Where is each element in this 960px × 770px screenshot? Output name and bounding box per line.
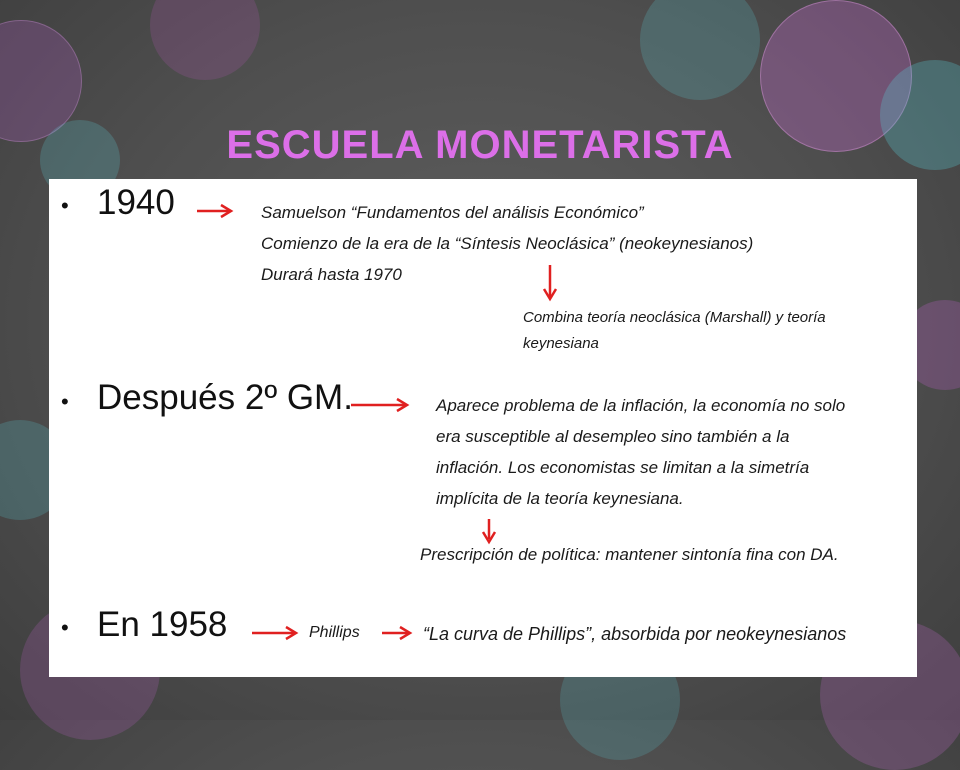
- right-arrow-icon: [250, 625, 302, 641]
- item-line: Durará hasta 1970: [261, 265, 402, 284]
- bullet: •: [61, 615, 69, 640]
- phillips-label: Phillips: [309, 624, 360, 641]
- content-panel: [49, 179, 917, 677]
- item-sub-line: Prescripción de política: mantener sintonía fina con DA.: [420, 545, 839, 564]
- bullet: •: [61, 193, 69, 218]
- item-line: era susceptible al desempleo sino también a la: [436, 427, 790, 446]
- right-arrow-icon: [380, 625, 416, 641]
- slide-title: ESCUELA MONETARISTA: [226, 122, 734, 167]
- item-line: implícita de la teoría keynesiana.: [436, 489, 684, 508]
- phillips-result: “La curva de Phillips”, absorbida por neokeynesianos: [423, 624, 847, 644]
- item-sub-line: Combina teoría neoclásica (Marshall) y teoría: [523, 309, 826, 326]
- down-arrow-icon: [481, 517, 497, 545]
- bullet: •: [61, 389, 69, 414]
- right-arrow-icon: [195, 203, 237, 219]
- item-sub-line: keynesiana: [523, 335, 599, 352]
- item-heading-despues: Después 2º GM.: [97, 378, 353, 417]
- item-line: Samuelson “Fundamentos del análisis Económico”: [261, 203, 644, 222]
- right-arrow-icon: [349, 397, 413, 413]
- item-heading-1958: En 1958: [97, 605, 228, 644]
- item-line: inflación. Los economistas se limitan a la simetría: [436, 458, 810, 477]
- bokeh-decoration: [640, 0, 760, 100]
- item-line: Aparece problema de la inflación, la economía no solo: [436, 396, 846, 415]
- bokeh-decoration: [150, 0, 260, 80]
- down-arrow-icon: [542, 263, 558, 303]
- item-line: Comienzo de la era de la “Síntesis Neoclásica” (neokeynesianos): [261, 234, 754, 253]
- item-heading-1940: 1940: [97, 183, 175, 222]
